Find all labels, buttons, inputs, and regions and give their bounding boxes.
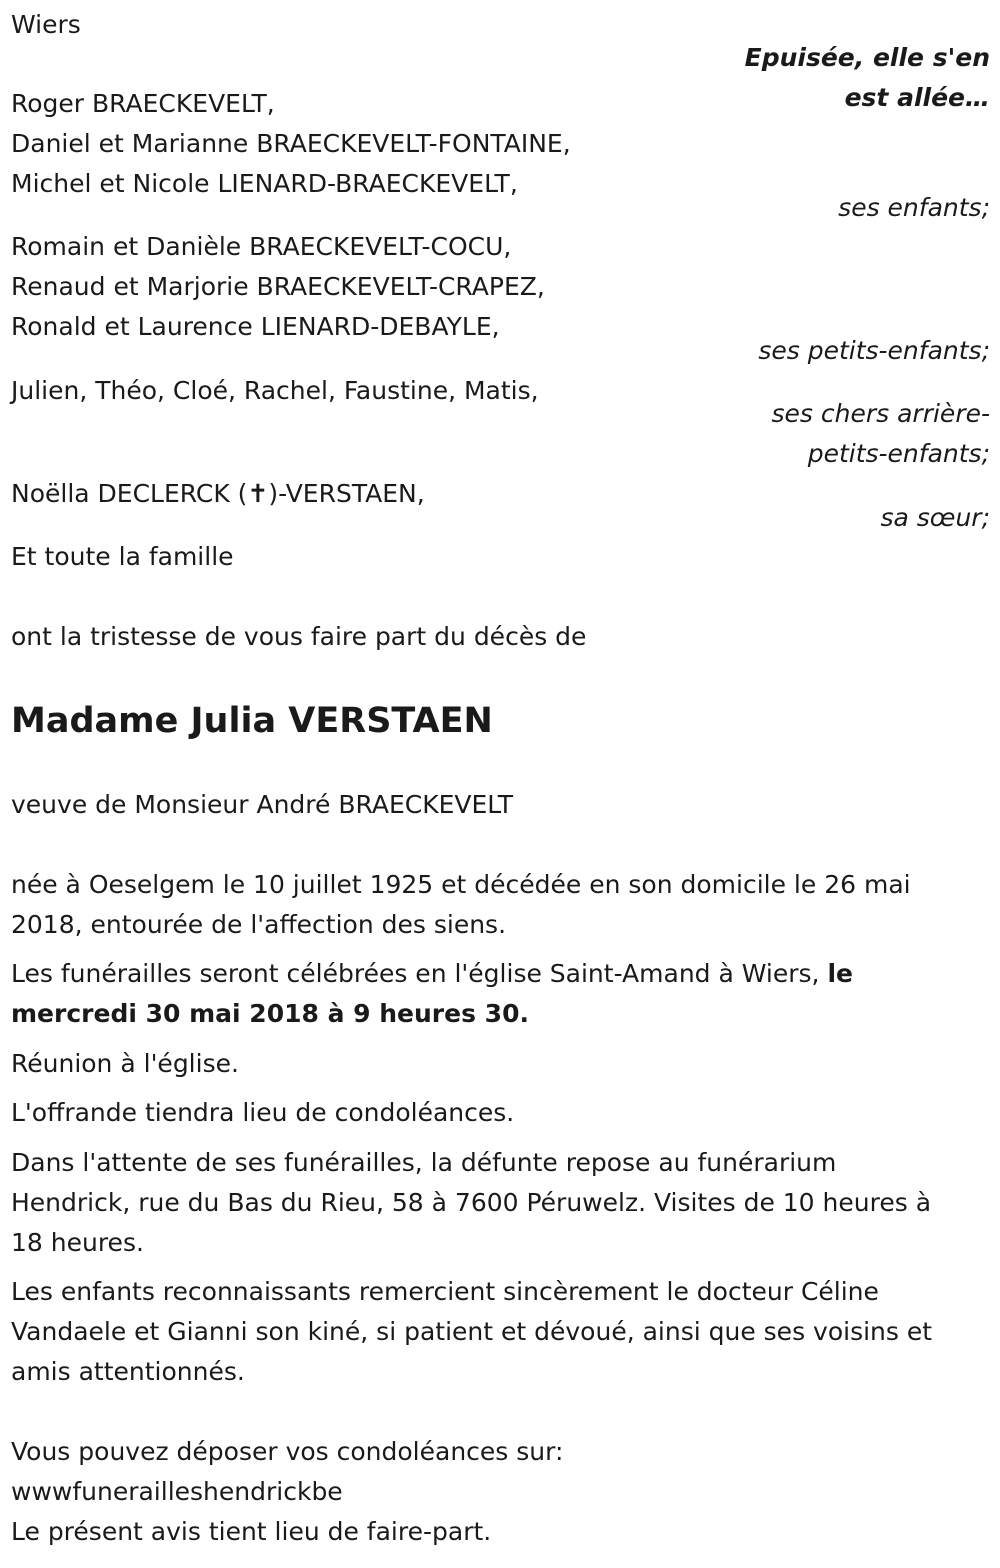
visitation-line-1: Dans l'attente de ses funérailles, la défunte repose au funérarium [11,1148,837,1177]
thanks-line-3: amis attentionnés. [11,1357,245,1386]
visitation-line-3: 18 heures. [11,1228,144,1257]
children-line-1: Roger BRAECKEVELT, [11,89,275,118]
birth-death-line-2: 2018, entourée de l'affection des siens. [11,910,507,939]
grandchildren-line-3: Ronald et Laurence LIENARD-DEBAYLE, [11,312,500,341]
offering: L'offrande tiendra lieu de condoléances. [11,1098,515,1127]
grandchildren-role: ses petits-enfants; [758,336,990,365]
epigraph-line-1: Epuisée, elle s'en [744,43,990,72]
thanks-line-1: Les enfants reconnaissants remercient sincèrement le docteur Céline [11,1277,879,1306]
great-grandchildren: Julien, Théo, Cloé, Rachel, Faustine, Matis, [11,376,539,405]
sister-role: sa sœur; [880,503,990,532]
family-line: Et toute la famille [11,542,234,571]
grandchildren-line-1: Romain et Danièle BRAECKEVELT-COCU, [11,232,512,261]
deceased-name: Madame Julia VERSTAEN [11,701,493,741]
condolences-line-3: Le présent avis tient lieu de faire-part. [11,1517,492,1546]
funeral-line-1 [11,954,853,994]
birth-death-line-1: née à Oeselgem le 10 juillet 1925 et décédée en son domicile le 26 mai [11,870,911,899]
meeting: Réunion à l'église. [11,1049,239,1078]
thanks-line-2: Vandaele et Gianni son kiné, si patient et dévoué, ainsi que ses voisins et [11,1317,933,1346]
funeral-date-start: le [827,959,853,988]
visitation-line-2: Hendrick, rue du Bas du Rieu, 58 à 7600 Péruwelz. Visites de 10 heures à [11,1188,932,1217]
funeral-date: mercredi 30 mai 2018 à 9 heures 30. [11,999,529,1028]
grandchildren-line-2: Renaud et Marjorie BRAECKEVELT-CRAPEZ, [11,272,545,301]
children-line-3: Michel et Nicole LIENARD-BRAECKEVELT, [11,169,518,198]
condolences-line-1: Vous pouvez déposer vos condoléances sur: [11,1437,564,1466]
great-grandchildren-role-line-2: petits-enfants; [807,439,990,468]
sister: Noëlla DECLERCK (✝)-VERSTAEN, [11,479,425,508]
great-grandchildren-role-line-1: ses chers arrière- [771,399,990,428]
condolences-website: wwwfunerailleshendrickbe [11,1477,343,1506]
announcement: ont la tristesse de vous faire part du décès de [11,622,587,651]
widow-of: veuve de Monsieur André BRAECKEVELT [11,790,514,819]
epigraph-line-2: est allée… [844,83,990,112]
children-role: ses enfants; [838,193,990,222]
children-line-2: Daniel et Marianne BRAECKEVELT-FONTAINE, [11,129,571,158]
location: Wiers [11,10,81,39]
funeral-text: Les funérailles seront célébrées en l'église Saint-Amand à Wiers, [11,959,828,988]
